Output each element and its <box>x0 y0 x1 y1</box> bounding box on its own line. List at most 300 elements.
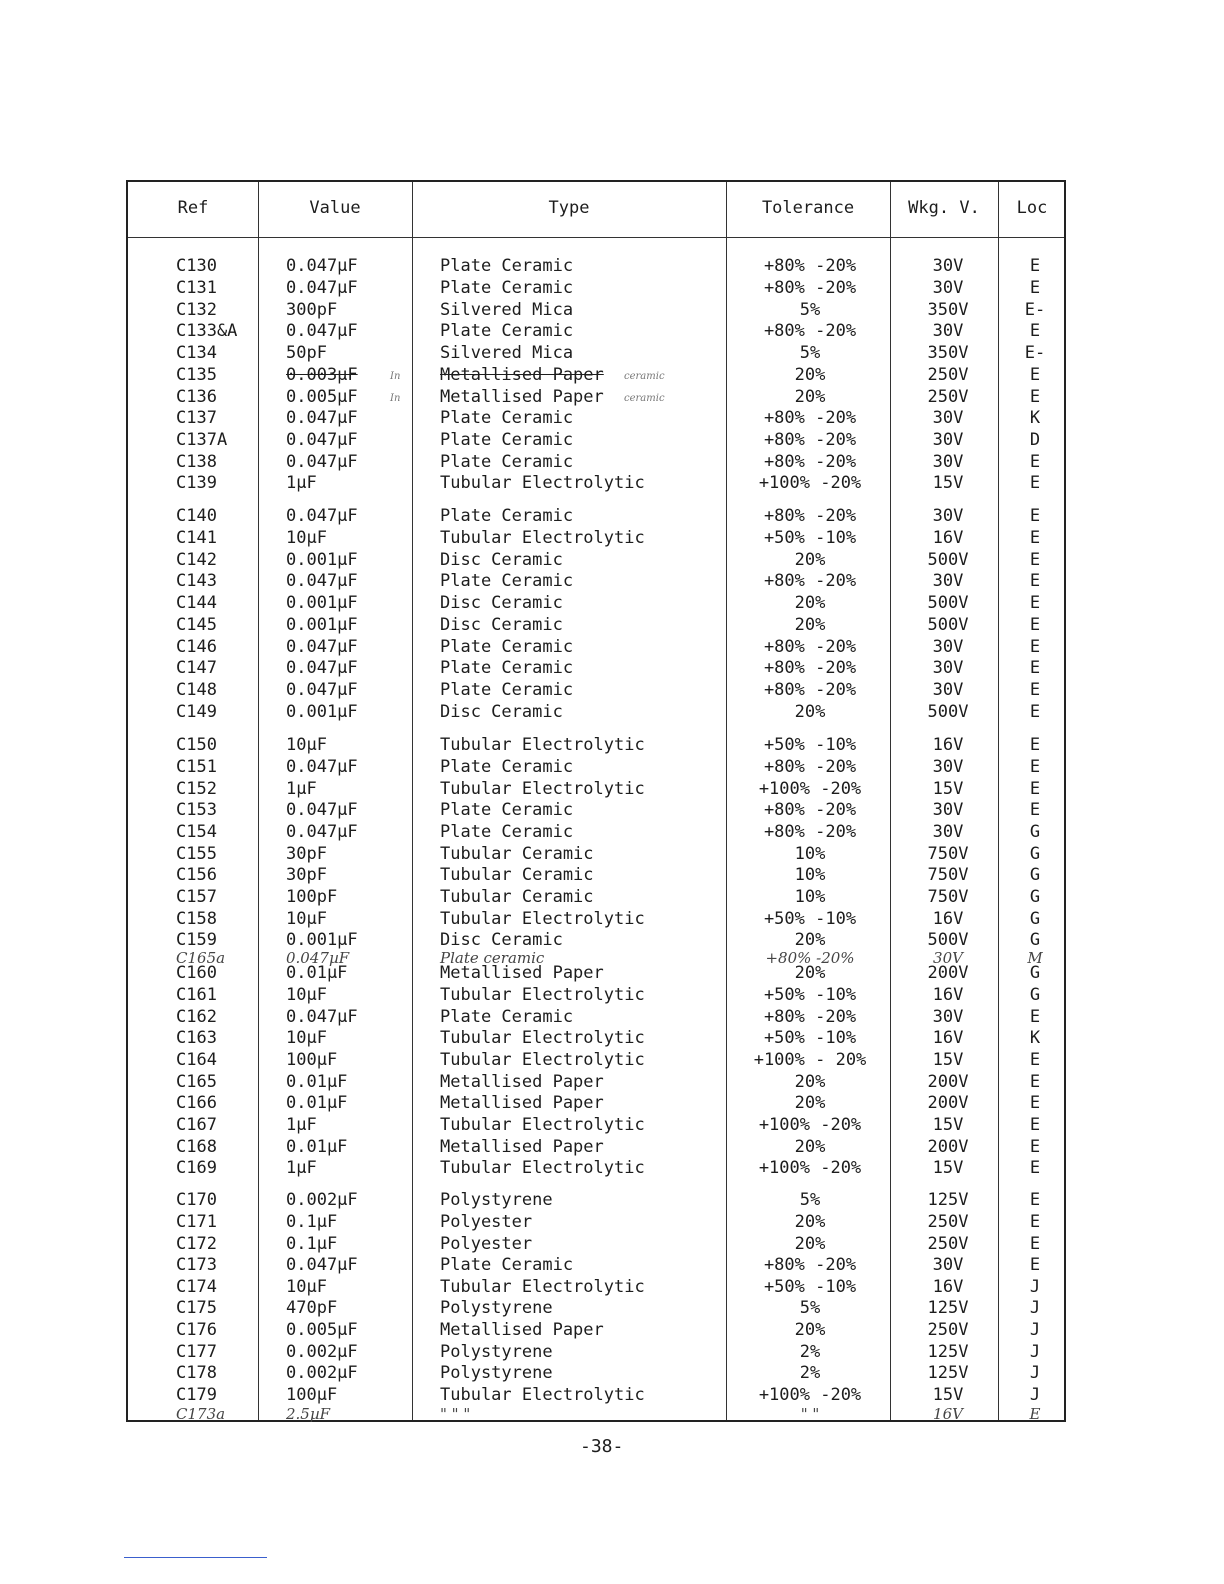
header-divider <box>128 237 1064 238</box>
cell-loc: E <box>1029 473 1041 493</box>
cell-wkg: 30V <box>932 430 964 450</box>
cell-wkg: 500V <box>927 615 969 635</box>
cell-ref: C179 <box>176 1385 217 1405</box>
cell-ref: C156 <box>176 865 217 885</box>
cell-wkg: 250V <box>927 387 969 407</box>
cell-tol: 20% <box>794 1093 826 1113</box>
cell-tol: 5% <box>799 343 821 363</box>
cell-loc: E <box>1029 735 1041 755</box>
cell-loc: G <box>1029 985 1041 1005</box>
cell-type: Silvered Mica <box>440 300 574 320</box>
cell-tol: 20% <box>794 615 826 635</box>
cell-tol: +80% -20% <box>763 408 857 428</box>
cell-loc: E <box>1029 702 1041 722</box>
cell-value: 10µF <box>286 735 327 755</box>
cell-tol: 20% <box>794 1320 826 1340</box>
cell-value: 100µF <box>286 1385 338 1405</box>
cell-ref: C158 <box>176 909 217 929</box>
cell-ref: C139 <box>176 473 217 493</box>
cell-loc: E <box>1029 387 1041 407</box>
cell-loc: J <box>1029 1320 1041 1340</box>
cell-loc: E <box>1029 506 1041 526</box>
header-value: Value <box>309 198 361 218</box>
cell-wkg: 500V <box>927 702 969 722</box>
cell-loc: J <box>1029 1298 1041 1318</box>
cell-tol: 10% <box>794 887 826 907</box>
cell-loc: E <box>1029 593 1041 613</box>
cell-loc: E <box>1029 1137 1041 1157</box>
cell-tol: +50% -10% <box>763 909 857 929</box>
cell-type: Plate Ceramic <box>440 321 574 341</box>
cell-wkg: 30V <box>932 571 964 591</box>
cell-tol: +50% -10% <box>763 985 857 1005</box>
cell-wkg: 250V <box>927 1212 969 1232</box>
cell-ref: C147 <box>176 658 217 678</box>
cell-wkg: 200V <box>927 1137 969 1157</box>
cell-wkg: 500V <box>927 550 969 570</box>
cell-value: 10µF <box>286 1277 327 1297</box>
cell-loc: E <box>1029 1115 1041 1135</box>
cell-loc: E <box>1029 800 1041 820</box>
cell-type: Plate Ceramic <box>440 278 574 298</box>
cell-loc: G <box>1029 909 1041 929</box>
cell-ref: C131 <box>176 278 217 298</box>
cell-tol: +80% -20% <box>763 680 857 700</box>
cell-wkg: 16V <box>932 1028 964 1048</box>
cell-loc: E <box>1029 321 1041 341</box>
cell-tol: " " <box>800 1405 820 1423</box>
cell-ref: C154 <box>176 822 217 842</box>
cell-wkg: 30V <box>932 408 964 428</box>
cell-loc: E- <box>1024 300 1046 320</box>
cell-tol: +80% -20% <box>763 256 857 276</box>
cell-wkg: 30V <box>932 256 964 276</box>
cell-value: 0.01µF <box>286 963 348 983</box>
cell-wkg: 30V <box>932 1007 964 1027</box>
cell-tol: 5% <box>799 1190 821 1210</box>
cell-type: Metallised Paper <box>440 963 604 983</box>
cell-loc: E <box>1029 1234 1041 1254</box>
cell-loc: G <box>1029 865 1041 885</box>
cell-wkg: 200V <box>927 963 969 983</box>
cell-value: 470pF <box>286 1298 338 1318</box>
cell-value: 0.047µF <box>286 430 358 450</box>
cell-ref: C173a <box>176 1405 226 1423</box>
cell-tol: +80% -20% <box>763 571 857 591</box>
cell-value: 0.01µF <box>286 1072 348 1092</box>
cell-value: 0.047µF <box>286 506 358 526</box>
cell-type: Tubular Electrolytic <box>440 1158 645 1178</box>
cell-wkg: 125V <box>927 1363 969 1383</box>
cell-ref: C138 <box>176 452 217 472</box>
cell-wkg: 30V <box>932 658 964 678</box>
cell-loc: K <box>1029 408 1041 428</box>
cell-wkg: 250V <box>927 1234 969 1254</box>
cell-tol: 2% <box>799 1342 821 1362</box>
cell-tol: +50% -10% <box>763 528 857 548</box>
cell-wkg: 350V <box>927 343 969 363</box>
cell-loc: E <box>1029 1190 1041 1210</box>
column-divider <box>726 182 727 1420</box>
cell-loc: E <box>1029 637 1041 657</box>
cell-ref: C177 <box>176 1342 217 1362</box>
cell-loc: E <box>1029 278 1041 298</box>
cell-wkg: 15V <box>932 1050 964 1070</box>
cell-ref: C157 <box>176 887 217 907</box>
cell-type: Metallised Paper <box>440 1072 604 1092</box>
cell-ref: C140 <box>176 506 217 526</box>
cell-wkg: 16V <box>932 735 964 755</box>
handwritten-note: In <box>390 393 401 404</box>
cell-loc: G <box>1029 930 1041 950</box>
cell-value: 0.003µF <box>286 365 358 385</box>
cell-value: 0.002µF <box>286 1363 358 1383</box>
cell-loc: E <box>1029 1158 1041 1178</box>
cell-ref: C134 <box>176 343 217 363</box>
cell-type: Disc Ceramic <box>440 930 563 950</box>
cell-ref: C142 <box>176 550 217 570</box>
cell-ref: C161 <box>176 985 217 1005</box>
handwritten-note: In <box>390 371 401 382</box>
cell-value: 0.047µF <box>286 1007 358 1027</box>
cell-loc: E <box>1029 1050 1041 1070</box>
component-table <box>126 180 1066 1422</box>
cell-type: Plate Ceramic <box>440 637 574 657</box>
header-tolerance: Tolerance <box>761 198 855 218</box>
cell-type: Metallised Paper <box>440 1093 604 1113</box>
cell-tol: 20% <box>794 387 826 407</box>
cell-wkg: 125V <box>927 1298 969 1318</box>
cell-ref: C132 <box>176 300 217 320</box>
cell-type: Plate Ceramic <box>440 1255 574 1275</box>
cell-type: Metallised Paper <box>440 1137 604 1157</box>
cell-type: Plate Ceramic <box>440 408 574 428</box>
cell-value: 0.047µF <box>286 680 358 700</box>
cell-ref: C148 <box>176 680 217 700</box>
cell-value: 0.047µF <box>286 321 358 341</box>
cell-loc: G <box>1029 822 1041 842</box>
cell-tol: +50% -10% <box>763 1277 857 1297</box>
cell-tol: 20% <box>794 1212 826 1232</box>
cell-type: Silvered Mica <box>440 343 574 363</box>
cell-tol: 5% <box>799 1298 821 1318</box>
cell-value: 10µF <box>286 528 327 548</box>
cell-value: 50pF <box>286 343 327 363</box>
cell-type: Plate Ceramic <box>440 571 574 591</box>
cell-wkg: 30V <box>932 822 964 842</box>
cell-wkg: 750V <box>927 887 969 907</box>
cell-ref: C150 <box>176 735 217 755</box>
cell-value: 0.047µF <box>286 1255 358 1275</box>
cell-ref: C152 <box>176 779 217 799</box>
cell-type: Tubular Electrolytic <box>440 1385 645 1405</box>
cell-tol: +80% -20% <box>763 278 857 298</box>
cell-wkg: 15V <box>932 779 964 799</box>
cell-loc: E <box>1029 757 1041 777</box>
cell-type: Plate Ceramic <box>440 680 574 700</box>
cell-tol: +80% -20% <box>763 822 857 842</box>
column-divider <box>890 182 891 1420</box>
cell-ref: C159 <box>176 930 217 950</box>
cell-loc: E <box>1029 680 1041 700</box>
cell-loc: J <box>1029 1277 1041 1297</box>
cell-wkg: 30V <box>932 321 964 341</box>
cell-wkg: 16V <box>933 1405 963 1423</box>
cell-wkg: 16V <box>932 1277 964 1297</box>
cell-type: Disc Ceramic <box>440 615 563 635</box>
cell-value: 0.047µF <box>286 637 358 657</box>
cell-ref: C149 <box>176 702 217 722</box>
header-ref: Ref <box>177 198 209 218</box>
cell-loc: E <box>1029 528 1041 548</box>
cell-value: 0.001µF <box>286 550 358 570</box>
cell-value: 10µF <box>286 909 327 929</box>
cell-type: Plate Ceramic <box>440 256 574 276</box>
cell-type: Tubular Electrolytic <box>440 735 645 755</box>
cell-tol: +100% -20% <box>758 1385 862 1405</box>
cell-wkg: 16V <box>932 528 964 548</box>
cell-type: Plate Ceramic <box>440 452 574 472</box>
cell-ref: C165 <box>176 1072 217 1092</box>
cell-value: 0.047µF <box>286 452 358 472</box>
cell-wkg: 30V <box>932 800 964 820</box>
header-wkg-voltage: Wkg. V. <box>908 198 980 218</box>
handwritten-note: ceramic <box>624 371 665 382</box>
cell-wkg: 30V <box>932 506 964 526</box>
cell-loc: J <box>1029 1385 1041 1405</box>
cell-wkg: 350V <box>927 300 969 320</box>
cell-value: 1µF <box>286 473 317 493</box>
cell-wkg: 30V <box>933 949 963 967</box>
cell-loc: J <box>1029 1363 1041 1383</box>
cell-ref: C133&A <box>176 321 238 341</box>
cell-value: 0.002µF <box>286 1190 358 1210</box>
cell-ref: C137 <box>176 408 217 428</box>
cell-wkg: 30V <box>932 637 964 657</box>
cell-value: 0.001µF <box>286 615 358 635</box>
cell-wkg: 250V <box>927 365 969 385</box>
column-divider <box>412 182 413 1420</box>
cell-ref: C135 <box>176 365 217 385</box>
cell-value: 300pF <box>286 300 338 320</box>
cell-type: Metallised Paper <box>440 365 604 385</box>
cell-tol: +100% -20% <box>758 779 862 799</box>
cell-tol: +80% -20% <box>763 506 857 526</box>
cell-type: Polyester <box>440 1212 533 1232</box>
cell-value: 0.001µF <box>286 702 358 722</box>
cell-value: 100µF <box>286 1050 338 1070</box>
cell-wkg: 125V <box>927 1190 969 1210</box>
column-divider <box>258 182 259 1420</box>
cell-loc: E <box>1029 658 1041 678</box>
header-type: Type <box>548 198 590 218</box>
cell-loc: M <box>1027 949 1043 967</box>
cell-tol: +80% -20% <box>763 800 857 820</box>
cell-type: Polystyrene <box>440 1342 553 1362</box>
cell-value: 0.047µF <box>286 278 358 298</box>
cell-type: Plate Ceramic <box>440 430 574 450</box>
page-number: -38- <box>580 1436 624 1457</box>
cell-type: Polystyrene <box>440 1190 553 1210</box>
cell-value: 100pF <box>286 887 338 907</box>
cell-value: 2.5µF <box>286 1405 331 1423</box>
cell-value: 1µF <box>286 779 317 799</box>
cell-loc: E <box>1029 1007 1041 1027</box>
cell-ref: C162 <box>176 1007 217 1027</box>
cell-tol: 20% <box>794 550 826 570</box>
cell-value: 0.047µF <box>286 571 358 591</box>
cell-type: Metallised Paper <box>440 1320 604 1340</box>
cell-type: Tubular Electrolytic <box>440 473 645 493</box>
cell-wkg: 30V <box>932 278 964 298</box>
cell-ref: C136 <box>176 387 217 407</box>
cell-ref: C172 <box>176 1234 217 1254</box>
cell-tol: +100% -20% <box>758 473 862 493</box>
cell-wkg: 16V <box>932 909 964 929</box>
cell-value: 0.1µF <box>286 1234 338 1254</box>
cell-ref: C151 <box>176 757 217 777</box>
cell-loc: E <box>1029 779 1041 799</box>
cell-tol: +80% -20% <box>763 1007 857 1027</box>
cell-loc: E <box>1029 1405 1041 1423</box>
header-loc: Loc <box>1016 198 1048 218</box>
cell-type: Disc Ceramic <box>440 550 563 570</box>
cell-value: 0.01µF <box>286 1137 348 1157</box>
cell-loc: K <box>1029 1028 1041 1048</box>
cell-ref: C174 <box>176 1277 217 1297</box>
cell-tol: 20% <box>794 1072 826 1092</box>
cell-value: 1µF <box>286 1115 317 1135</box>
cell-ref: C167 <box>176 1115 217 1135</box>
cell-wkg: 200V <box>927 1093 969 1113</box>
cell-ref: C165a <box>176 949 226 967</box>
cell-tol: 2% <box>799 1363 821 1383</box>
cell-ref: C155 <box>176 844 217 864</box>
cell-value: 0.047µF <box>286 800 358 820</box>
cell-tol: 20% <box>794 1137 826 1157</box>
cell-wkg: 15V <box>932 1158 964 1178</box>
cell-tol: +50% -10% <box>763 1028 857 1048</box>
cell-loc: E- <box>1024 343 1046 363</box>
cell-wkg: 15V <box>932 1385 964 1405</box>
cell-ref: C170 <box>176 1190 217 1210</box>
cell-wkg: 750V <box>927 844 969 864</box>
cell-wkg: 250V <box>927 1320 969 1340</box>
cell-wkg: 200V <box>927 1072 969 1092</box>
cell-type: Tubular Electrolytic <box>440 985 645 1005</box>
cell-loc: E <box>1029 550 1041 570</box>
cell-value: 0.005µF <box>286 387 358 407</box>
cell-wkg: 15V <box>932 1115 964 1135</box>
cell-value: 1µF <box>286 1158 317 1178</box>
cell-tol: +80% -20% <box>763 1255 857 1275</box>
cell-tol: +80% -20% <box>763 430 857 450</box>
cell-type: Plate Ceramic <box>440 1007 574 1027</box>
cell-loc: E <box>1029 452 1041 472</box>
cell-value: 0.001µF <box>286 593 358 613</box>
cell-loc: J <box>1029 1342 1041 1362</box>
cell-ref: C130 <box>176 256 217 276</box>
cell-tol: 20% <box>794 1234 826 1254</box>
cell-type: Tubular Electrolytic <box>440 1050 645 1070</box>
cell-value: 0.005µF <box>286 1320 358 1340</box>
cell-tol: 20% <box>794 930 826 950</box>
cell-wkg: 30V <box>932 757 964 777</box>
cell-type: Polystyrene <box>440 1363 553 1383</box>
cell-ref: C143 <box>176 571 217 591</box>
cell-value: 0.047µF <box>286 822 358 842</box>
cell-loc: E <box>1029 1093 1041 1113</box>
cell-value: 0.002µF <box>286 1342 358 1362</box>
cell-tol: +50% -10% <box>763 735 857 755</box>
cell-wkg: 500V <box>927 930 969 950</box>
cell-type: Disc Ceramic <box>440 593 563 613</box>
cell-loc: E <box>1029 615 1041 635</box>
cell-wkg: 30V <box>932 1255 964 1275</box>
footer-rule <box>124 1557 267 1558</box>
cell-tol: +80% -20% <box>763 452 857 472</box>
cell-value: 0.047µF <box>286 256 358 276</box>
cell-loc: G <box>1029 963 1041 983</box>
cell-tol: +80% -20% <box>763 321 857 341</box>
cell-ref: C176 <box>176 1320 217 1340</box>
cell-type: Tubular Ceramic <box>440 844 594 864</box>
cell-type: Plate Ceramic <box>440 800 574 820</box>
cell-type: Tubular Electrolytic <box>440 1028 645 1048</box>
cell-ref: C144 <box>176 593 217 613</box>
cell-tol: +100% - 20% <box>753 1050 867 1070</box>
cell-ref: C163 <box>176 1028 217 1048</box>
cell-type: Polyester <box>440 1234 533 1254</box>
cell-value: 0.047µF <box>286 658 358 678</box>
cell-ref: C169 <box>176 1158 217 1178</box>
cell-ref: C164 <box>176 1050 217 1070</box>
cell-tol: 20% <box>794 963 826 983</box>
cell-loc: E <box>1029 1255 1041 1275</box>
cell-type: Polystyrene <box>440 1298 553 1318</box>
cell-tol: 10% <box>794 865 826 885</box>
cell-ref: C145 <box>176 615 217 635</box>
cell-type: Tubular Electrolytic <box>440 1277 645 1297</box>
cell-value: 0.01µF <box>286 1093 348 1113</box>
cell-wkg: 15V <box>932 473 964 493</box>
cell-tol: 5% <box>799 300 821 320</box>
cell-loc: E <box>1029 571 1041 591</box>
cell-type: Metallised Paper <box>440 387 604 407</box>
cell-loc: E <box>1029 1072 1041 1092</box>
cell-value: 30pF <box>286 865 327 885</box>
cell-ref: C137A <box>176 430 228 450</box>
cell-loc: G <box>1029 844 1041 864</box>
cell-loc: D <box>1029 430 1041 450</box>
cell-type: Plate Ceramic <box>440 658 574 678</box>
cell-tol: +80% -20% <box>763 637 857 657</box>
cell-value: 0.1µF <box>286 1212 338 1232</box>
cell-loc: G <box>1029 887 1041 907</box>
cell-type: " " " <box>440 1405 471 1423</box>
cell-ref: C171 <box>176 1212 217 1232</box>
cell-tol: 20% <box>794 702 826 722</box>
cell-ref: C178 <box>176 1363 217 1383</box>
cell-value: 0.047µF <box>286 949 350 967</box>
cell-tol: +80% -20% <box>765 949 855 967</box>
cell-type: Disc Ceramic <box>440 702 563 722</box>
cell-type: Tubular Electrolytic <box>440 909 645 929</box>
cell-type: Plate Ceramic <box>440 757 574 777</box>
cell-type: Plate ceramic <box>440 949 545 967</box>
cell-value: 30pF <box>286 844 327 864</box>
cell-value: 0.047µF <box>286 757 358 777</box>
